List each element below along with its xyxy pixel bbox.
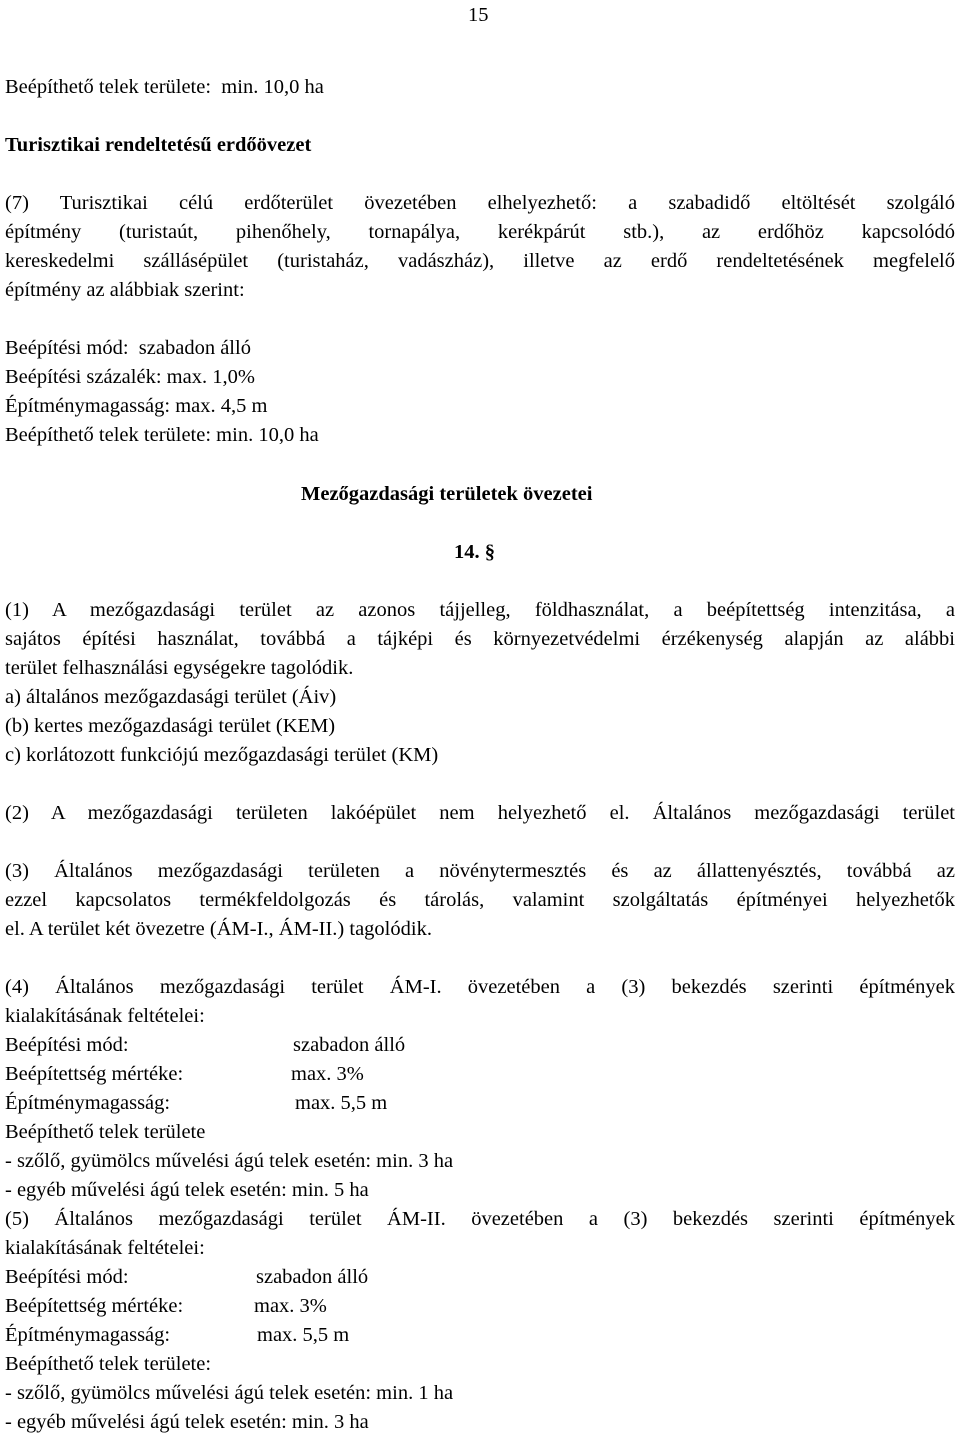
p5-key-height: Építménymagasság: [5,1324,171,1346]
paragraph-5-line-1: (5) Általános mezőgazdasági terület ÁM-II. övezetében a (3) bekezdés szerinti építmények [5,1208,955,1230]
p4-value-building-mode: szabadon álló [293,1034,406,1056]
paragraph-7-line-4: építmény az alábbiak szerint: [5,279,245,301]
p4-plot-other: - egyéb művelési ágú telek esetén: min. 5 ha [5,1179,369,1201]
p5-key-plot-area: Beépíthető telek területe: [5,1353,212,1375]
paragraph-1-line-1: (1) A mezőgazdasági terület az azonos tájjelleg, földhasználat, a beépítettség intenzitása, a [5,599,955,621]
paragraph-7-line-3: kereskedelmi szállásépület (turistaház, vadászház), illetve az erdő rendeltetésének megfelelő [5,250,955,272]
paragraph-1-line-2: sajátos építési használat, továbbá a tájképi és környezetvédelmi érzékenység alapján az alábbi [5,628,955,650]
paragraph-1-line-3: terület felhasználási egységekre tagolódik. [5,657,354,679]
page-number: 15 [468,4,489,26]
p5-value-building-mode: szabadon álló [256,1266,369,1288]
p4-key-building-mode: Beépítési mód: [5,1034,129,1056]
paragraph-7-line-1: (7) Turisztikai célú erdőterület övezetében elhelyezhető: a szabadidő eltöltését szolgáló [5,192,955,214]
paragraph-3-line-2: ezzel kapcsolatos termékfeldolgozás és tárolás, valamint szolgáltatás építményei helyezhetők [5,889,955,911]
list-item-b: (b) kertes mezőgazdasági terület (KEM) [5,715,336,737]
section-heading-agricultural: Mezőgazdasági területek övezetei [301,483,593,505]
p5-plot-other: - egyéb művelési ágú telek esetén: min. 3 ha [5,1411,369,1433]
p4-plot-vineyard: - szőlő, gyümölcs művelési ágú telek esetén: min. 3 ha [5,1150,454,1172]
p4-key-height: Építménymagasság: [5,1092,171,1114]
section-heading-tourist-forest: Turisztikai rendeltetésű erdőövezet [5,134,312,156]
p5-key-building-mode: Beépítési mód: [5,1266,129,1288]
p5-plot-vineyard: - szőlő, gyümölcs művelési ágú telek esetén: min. 1 ha [5,1382,454,1404]
paragraph-4-line-2: kialakításának feltételei: [5,1005,205,1027]
paragraph-2: (2) A mezőgazdasági területen lakóépület nem helyezhető el. Általános mezőgazdasági terület [5,802,955,824]
p4-key-plot-area: Beépíthető telek területe [5,1121,206,1143]
list-item-c: c) korlátozott funkciójú mezőgazdasági terület (KM) [5,744,439,766]
plot-area-line: Beépíthető telek területe: min. 10,0 ha [5,76,324,98]
section-number: 14. § [454,541,495,563]
rule-plot-area: Beépíthető telek területe: min. 10,0 ha [5,424,319,446]
p5-key-coverage: Beépítettség mértéke: [5,1295,184,1317]
paragraph-3-line-3: el. A terület két övezetre (ÁM-I., ÁM-II.) tagolódik. [5,918,432,940]
rule-building-height: Építménymagasság: max. 4,5 m [5,395,268,417]
rule-building-percentage: Beépítési százalék: max. 1,0% [5,366,255,388]
p5-value-coverage: max. 3% [254,1295,327,1317]
p4-key-coverage: Beépítettség mértéke: [5,1063,184,1085]
rule-building-mode: Beépítési mód: szabadon álló [5,337,251,359]
paragraph-4-line-1: (4) Általános mezőgazdasági terület ÁM-I. övezetében a (3) bekezdés szerinti építmények [5,976,955,998]
p5-value-height: max. 5,5 m [257,1324,350,1346]
p4-value-height: max. 5,5 m [295,1092,388,1114]
paragraph-5-line-2: kialakításának feltételei: [5,1237,205,1259]
paragraph-7-line-2: építmény (turistaút, pihenőhely, tornapálya, kerékpárút stb.), az erdőhöz kapcsolódó [5,221,955,243]
list-item-a: a) általános mezőgazdasági terület (Áiv) [5,686,337,708]
paragraph-3-line-1: (3) Általános mezőgazdasági területen a növénytermesztés és az állattenyésztés, továbbá az [5,860,955,882]
p4-value-coverage: max. 3% [291,1063,364,1085]
